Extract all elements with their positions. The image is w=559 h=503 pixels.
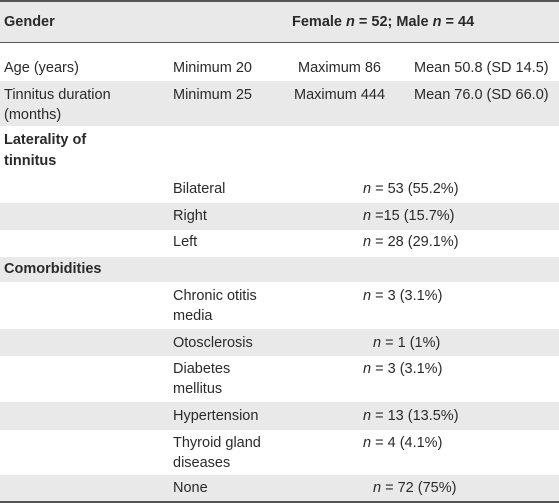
comorbidities-heading: Comorbidities	[4, 261, 102, 277]
comorbidity-none-label: None	[173, 480, 208, 496]
laterality-bilateral-value	[363, 178, 459, 200]
comorbidity-none-count: = 72 (75%)	[381, 480, 457, 496]
comorbidity-otitis-label-line1: Chronic otitis	[173, 288, 257, 304]
comorbidity-otitis-count: = 3 (3.1%)	[371, 288, 443, 304]
laterality-right-count: =15 (15.7%)	[371, 208, 455, 224]
comorbidity-otosclerosis-count: = 1 (1%)	[381, 335, 441, 351]
comorbidity-diabetes-count: = 3 (3.1%)	[371, 361, 443, 377]
duration-label-line1: Tinnitus duration	[4, 87, 111, 103]
duration-min: Minimum 25	[173, 87, 252, 103]
age-max: Maximum 86	[298, 60, 381, 76]
table-header-rule	[0, 42, 559, 43]
comorbidity-diabetes-label-line1: Diabetes	[173, 361, 231, 377]
comorbidity-thyroid-label-line2: diseases	[173, 455, 231, 471]
header-sample-sizes	[292, 11, 474, 33]
laterality-heading-line1: Laterality of	[4, 132, 87, 148]
comorbidity-otitis-label-line2: media	[173, 308, 213, 324]
comorbidity-diabetes-value	[363, 358, 442, 380]
comorbidity-hypertension-count: = 13 (13.5%)	[371, 408, 459, 424]
age-label: Age (years)	[4, 60, 79, 76]
age-min: Minimum 20	[173, 60, 252, 76]
n-symbol: n	[373, 335, 382, 351]
table-top-rule	[0, 0, 559, 2]
comorbidity-hypertension-value	[363, 405, 459, 427]
row-band-hypertension	[0, 402, 559, 430]
header-female-value: = 52; Male	[358, 14, 429, 30]
laterality-bilateral-label: Bilateral	[173, 181, 226, 197]
duration-label-line2: (months)	[4, 107, 62, 123]
comorbidity-none-value	[373, 477, 456, 499]
laterality-bilateral-count: = 53 (55.2%)	[371, 181, 459, 197]
duration-max: Maximum 444	[294, 87, 386, 103]
comorbidity-hypertension-label: Hypertension	[173, 408, 259, 424]
comorbidity-thyroid-label-line1: Thyroid gland	[173, 435, 261, 451]
age-mean: Mean 50.8 (SD 14.5)	[414, 60, 549, 76]
duration-mean: Mean 76.0 (SD 66.0)	[414, 87, 549, 103]
laterality-left-count: = 28 (29.1%)	[371, 234, 459, 250]
laterality-heading-line2: tinnitus	[4, 153, 57, 169]
row-band-right	[0, 203, 559, 230]
n-symbol: n	[363, 208, 372, 224]
header-female-n: n	[346, 14, 355, 30]
n-symbol: n	[363, 435, 372, 451]
header-gender: Gender	[4, 14, 55, 30]
n-symbol: n	[363, 181, 372, 197]
comorbidity-diabetes-label-line2: mellitus	[173, 381, 223, 397]
row-band-none	[0, 475, 559, 501]
laterality-right-label: Right	[173, 208, 207, 224]
header-row-band	[0, 2, 559, 42]
comorbidity-otosclerosis-value	[373, 332, 440, 354]
comorbidity-otosclerosis-label: Otosclerosis	[173, 335, 253, 351]
comorbidity-thyroid-count: = 4 (4.1%)	[371, 435, 443, 451]
comorbidity-otitis-value	[363, 285, 442, 307]
n-symbol: n	[363, 234, 372, 250]
header-male-value: = 44	[445, 14, 475, 30]
laterality-left-value	[363, 231, 459, 253]
n-symbol: n	[363, 361, 372, 377]
comorbidity-thyroid-value	[363, 432, 442, 454]
laterality-right-value	[363, 205, 455, 227]
n-symbol: n	[363, 288, 372, 304]
n-symbol: n	[363, 408, 372, 424]
laterality-left-label: Left	[173, 234, 198, 250]
n-symbol: n	[373, 480, 382, 496]
header-female-label: Female	[292, 14, 342, 30]
header-male-n: n	[432, 14, 442, 30]
row-band-otosclerosis	[0, 329, 559, 356]
